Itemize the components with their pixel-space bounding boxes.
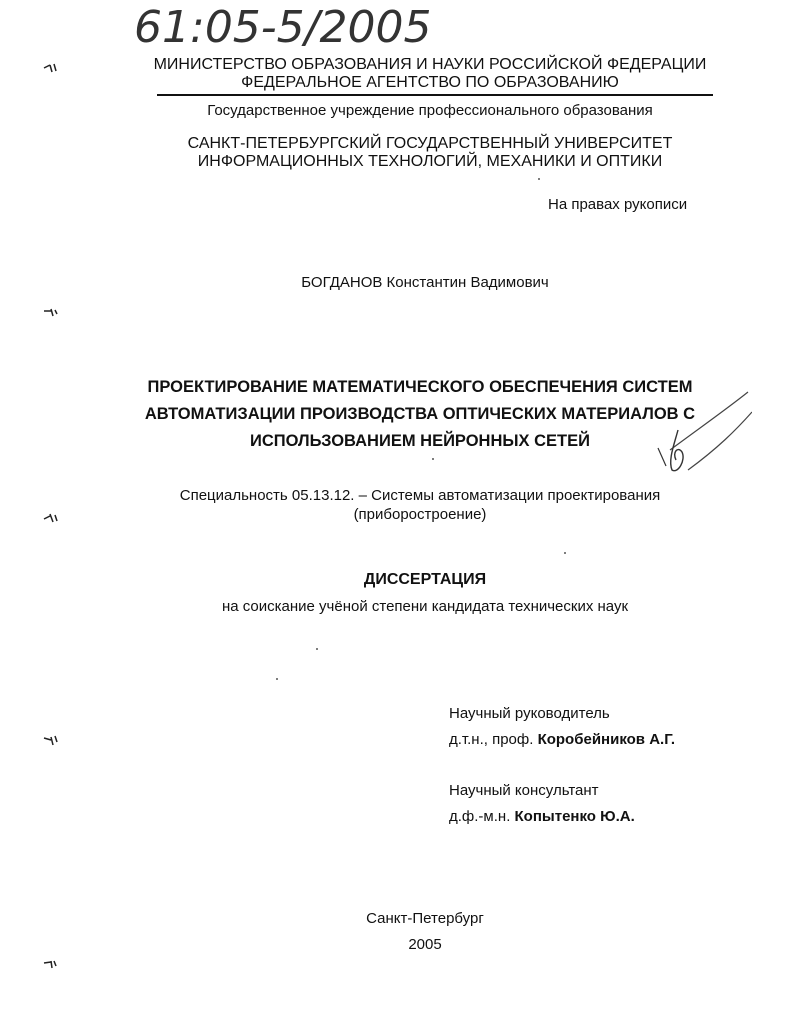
city: Санкт-Петербург [366,910,484,927]
title-line-1: ПРОЕКТИРОВАНИЕ МАТЕМАТИЧЕСКОГО ОБЕСПЕЧЕНИЯ СИСТЕМ [147,378,693,396]
advisor-name: Коробейников А.Г. [537,731,675,748]
place-and-year [300,906,550,958]
degree-statement: на соискание учёной степени кандидата технических наук [221,598,629,615]
scan-speck [564,552,566,554]
scan-speck [316,648,318,650]
advisor-credentials [449,727,675,753]
institution-type: Государственное учреждение профессионального образования [207,102,653,119]
pencil-signature-mark [648,390,752,478]
scan-speck [432,458,434,460]
ministry-block [150,56,710,92]
consultant-name: Копытенко Ю.А. [514,808,635,825]
advisor-block [449,701,675,753]
agency-name: ФЕДЕРАЛЬНОЕ АГЕНТСТВО ПО ОБРАЗОВАНИЮ [241,74,619,91]
university-line-1: САНКТ-ПЕТЕРБУРГСКИЙ ГОСУДАРСТВЕННЫЙ УНИВЕРСИТЕТ [187,135,673,152]
scan-speck [538,178,540,180]
binding-hole-mark-icon [42,958,60,970]
binding-hole-mark-icon [42,62,60,74]
year: 2005 [408,936,442,953]
consultant-title: д.ф.-м.н. [449,808,511,825]
title-line-3: ИСПОЛЬЗОВАНИЕМ НЕЙРОННЫХ СЕТЕЙ [250,432,590,450]
ministry-name: МИНИСТЕРСТВО ОБРАЗОВАНИЯ И НАУКИ РОССИЙСКОЙ ФЕДЕРАЦИИ [153,56,707,73]
manuscript-rights-note: На правах рукописи [548,196,688,213]
archive-number-text: 61:05-5/2005 [134,2,432,52]
university-name [150,135,710,171]
handwritten-archive-number [130,0,490,52]
binding-hole-mark-icon [42,306,60,318]
scan-speck [276,678,278,680]
header-divider [157,94,713,96]
dissertation-title [120,374,720,455]
binding-hole-mark-icon [42,734,60,746]
university-line-2: ИНФОРМАЦИОННЫХ ТЕХНОЛОГИЙ, МЕХАНИКИ И ОПТИКИ [197,153,663,170]
consultant-block [449,778,635,830]
consultant-credentials [449,804,635,830]
specialty-block [130,486,710,524]
binding-hole-mark-icon [42,512,60,524]
specialty-line-1: Специальность 05.13.12. – Системы автоматизации проектирования [179,487,661,504]
consultant-role: Научный консультант [449,782,599,799]
author-name: БОГДАНОВ Константин Вадимович [301,274,549,291]
title-line-2: АВТОМАТИЗАЦИИ ПРОИЗВОДСТВА ОПТИЧЕСКИХ МАТЕРИАЛОВ С [144,405,696,423]
specialty-line-2: (приборостроение) [353,506,487,523]
advisor-title: д.т.н., проф. [449,731,534,748]
advisor-role: Научный руководитель [449,705,610,722]
document-type: ДИССЕРТАЦИЯ [363,571,487,588]
